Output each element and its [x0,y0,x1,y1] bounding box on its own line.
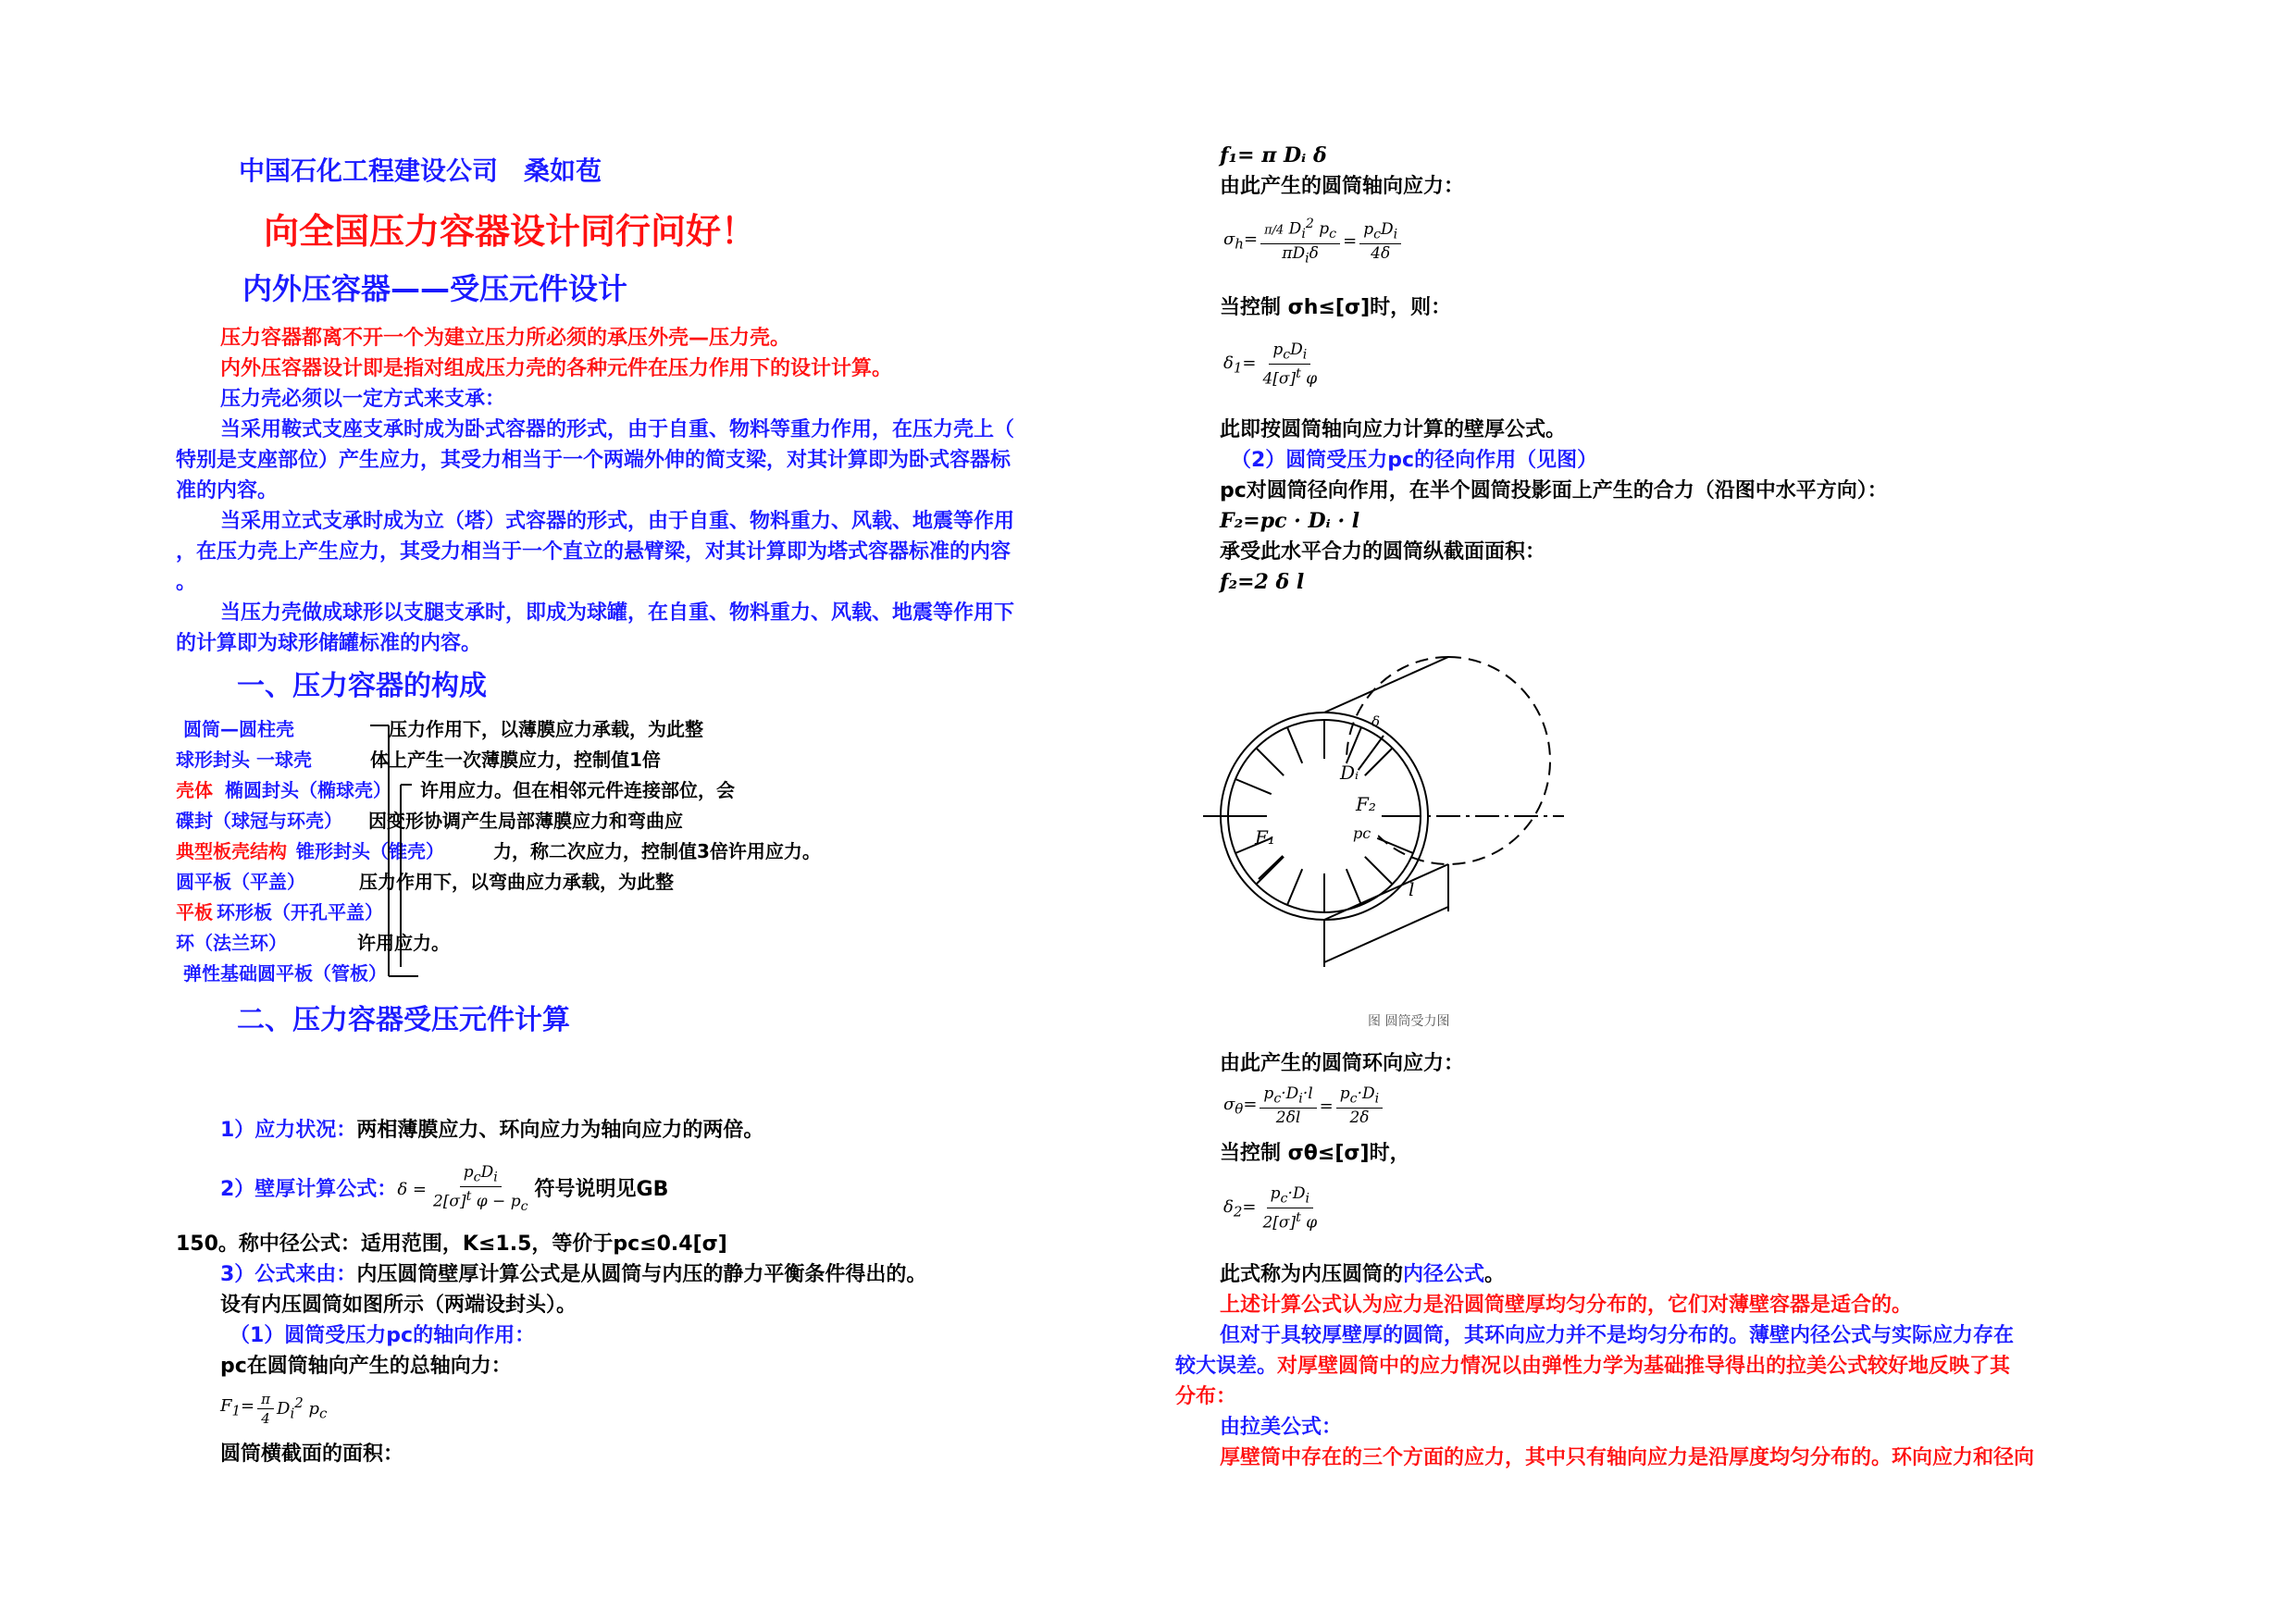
delta1-formula: $\delta_1=$ $\frac{p_cD_i}{4[\sigma]^t \varphi}$ [1223,341,1318,390]
inner-diameter-line [1220,1259,1505,1290]
assumption-line: 设有内压圆筒如图所示（两端设封头）。 [220,1294,577,1317]
axial-action-heading: （1）圆筒受压力pc的轴向作用： [230,1324,536,1347]
support-heading: 压力壳必须以一定方式来支承： [220,388,506,411]
f2-area-formula: f₂=2 δ l [1220,570,1305,594]
lame-heading: 由拉美公式： [1220,1416,1343,1439]
component-typical-structure: 典型板壳结构 [176,840,287,862]
inner-diameter-end: 。 [1484,1263,1506,1286]
paragraph-line: 较大误差。对厚壁圆筒中的应力情况以由弹性力学为基础推导得出的拉美公式较好地反映了其 [1175,1355,2011,1378]
intro-line: 内外压容器设计即是指对组成压力壳的各种元件在压力作用下的设计计算。 [220,357,893,380]
f1-formula: f₁= π Dᵢ δ [1220,143,1327,167]
paragraph-line: 特别是支座部位）产生应力，其受力相当于一个两端外伸的简支梁，对其计算即为卧式容器标 [176,449,1011,472]
note-line: 压力作用下，以弯曲应力承载，为此整 [359,871,674,893]
f2-force-formula: F₂=pc · Dᵢ · l [1220,509,1360,533]
paragraph-line: ，在压力壳上产生应力，其受力相当于一个直立的悬臂梁，对其计算即为塔式容器标准的内容 [176,540,1011,564]
thickness-formula-line [220,1163,668,1216]
stress-state-line [220,1115,763,1146]
thickness-formula-fraction: $\frac{p_cD_i}{2[\sigma]^t \varphi - p_c}$ [432,1163,528,1215]
diagram-label-F1: F₁ [1255,826,1275,849]
component-flange-ring: 环（法兰环） [176,932,287,954]
component-plate-label: 平板 [176,901,213,923]
longitudinal-area-line: 承受此水平合力的圆筒纵截面面积： [1220,540,1546,564]
axial-stress-line: 由此产生的圆筒轴向应力： [1220,175,1465,198]
radial-action-heading: （2）圆筒受压力pc的径向作用（见图） [1231,449,1598,472]
subtitle: 内外压容器——受压元件设计 [242,271,628,306]
paragraph-line: 的计算即为球形储罐标准的内容。 [176,632,482,655]
note-line: 力，称二次应力，控制值3倍许用应力。 [493,840,821,862]
figure-caption: 图 圆筒受力图 [1368,1014,1450,1029]
component-dished-head: 碟封（球冠与环壳） [176,810,342,832]
cylinder-force-diagram [1203,601,1601,1036]
note-line: 压力作用下，以薄膜应力承载，为此整 [389,718,703,740]
thickness-formula-label: 2）壁厚计算公式： [220,1178,398,1202]
thickness-formula-note: 符号说明见GB [534,1178,669,1202]
component-cylinder: 圆筒—圆柱壳 [183,718,294,740]
three-stress-line: 厚壁筒中存在的三个方面的应力，其中只有轴向应力是沿厚度均匀分布的。环向应力和径向 [1220,1446,2035,1469]
greeting-title: 向全国压力容器设计同行问好！ [264,211,757,252]
paragraph-line: 当采用鞍式支座支承时成为卧式容器的形式，由于自重、物料等重力作用，在压力壳上（ [220,418,1015,441]
paragraph-line: 分布： [1175,1385,1237,1408]
note-line: 因变形协调产生局部薄膜应力和弯曲应 [368,810,683,832]
axial-force-line: pc在圆筒轴向产生的总轴向力： [220,1355,512,1378]
origin-text: 内压圆筒壁厚计算公式是从圆筒与内压的静力平衡条件得出的。 [356,1263,927,1286]
diagram-label-pc: pc [1353,824,1371,842]
diagram-label-F2: F₂ [1356,793,1376,815]
note-line: 体上产生一次薄膜应力，控制值1倍 [370,749,661,771]
paragraph-line: 当压力壳做成球形以支腿支承时，即成为球罐，在自重、物料重力、风载、地震等作用下 [220,601,1015,625]
component-cone-head: 锥形封头（锥壳） [296,840,444,862]
origin-label: 3）公式来由： [220,1263,357,1286]
diagram-label-l: l [1409,878,1415,900]
intro-line: 压力容器都离不开一个为建立压力所必须的承压外壳—压力壳。 [220,327,791,350]
component-tubesheet: 弹性基础圆平板（管板） [183,962,387,985]
origin-line [220,1259,926,1290]
thick-wall-paragraph [1175,1320,2014,1412]
component-ellipsoidal-head: 椭圆封头（椭球壳） [225,779,391,801]
component-flat-cover: 圆平板（平盖） [176,871,305,893]
control-2-line: 当控制 σθ≤[σ]时， [1220,1142,1410,1165]
note-line: 许用应力。但在相邻元件连接部位，会 [420,779,735,801]
hoop-stress-line: 由此产生的圆筒环向应力： [1220,1052,1465,1075]
gb150-line: 150。称中径公式：适用范围，K≤1.5，等价于pc≤0.4[σ] [176,1233,727,1256]
paragraph-line: 。 [176,571,197,594]
section-2-heading: 二、压力容器受压元件计算 [237,1004,570,1036]
delta2-formula: $\delta_2=$ $\frac{p_c\cdot D_i}{2[\sigma]^t \varphi}$ [1223,1184,1318,1233]
component-sphere-head: 球形封头 一球壳 [176,749,312,771]
section-1-heading: 一、压力容器的构成 [237,670,487,702]
axial-force-formula: $F_1=$ $\frac{\pi}{4}$ $D_i^2$ $p_c$ [220,1390,328,1427]
note-line: 许用应力。 [357,932,450,954]
inner-diameter-term: 内径公式 [1403,1263,1485,1286]
axial-stress-formula: $\sigma_h=$ $\frac{\pi/4 D_i^2 p_c}{\pi D_i\delta}$ = $\frac{p_cD_i}{4\delta}$ [1223,215,1404,267]
stress-state-label: 1）应力状况： [220,1119,357,1142]
paragraph-line: 但对于具较厚壁厚的圆筒，其环向应力并不是均匀分布的。薄壁内径公式与实际应力存在 [1220,1324,2015,1347]
uniform-stress-line: 上述计算公式认为应力是沿圆筒壁厚均匀分布的，它们对薄壁容器是适合的。 [1220,1294,1913,1317]
radial-text-line: pc对圆筒径向作用，在半个圆筒投影面上产生的合力（沿图中水平方向）： [1220,479,1888,502]
axial-formula-note: 此即按圆筒轴向应力计算的壁厚公式。 [1220,418,1567,441]
component-shell-label: 壳体 [176,779,213,801]
diagram-label-delta: δ [1371,713,1381,730]
paragraph-line: 准的内容。 [176,479,279,502]
cross-area-line: 圆筒横截面的面积： [220,1443,404,1466]
inner-diameter-text: 此式称为内压圆筒的 [1220,1263,1404,1286]
component-ring-plate: 环形板（开孔平盖） [217,901,383,923]
company-line: 中国石化工程建设公司 桑如苞 [239,155,602,186]
delta-symbol: δ = [397,1180,427,1200]
stress-state-text: 两相薄膜应力、环向应力为轴向应力的两倍。 [356,1119,764,1142]
paragraph-line: 当采用立式支承时成为立（塔）式容器的形式，由于自重、物料重力、风载、地震等作用 [220,510,1015,533]
hoop-stress-formula: $\sigma_\theta=$ $\frac{p_c\cdot D_i\cdot l}{2\delta l}$ = $\frac{p_c\cdot D_i}{2\delta}$ [1223,1084,1385,1127]
control-1-line: 当控制 σh≤[σ]时，则： [1220,296,1452,319]
diagram-label-Di: Dᵢ [1340,762,1359,784]
